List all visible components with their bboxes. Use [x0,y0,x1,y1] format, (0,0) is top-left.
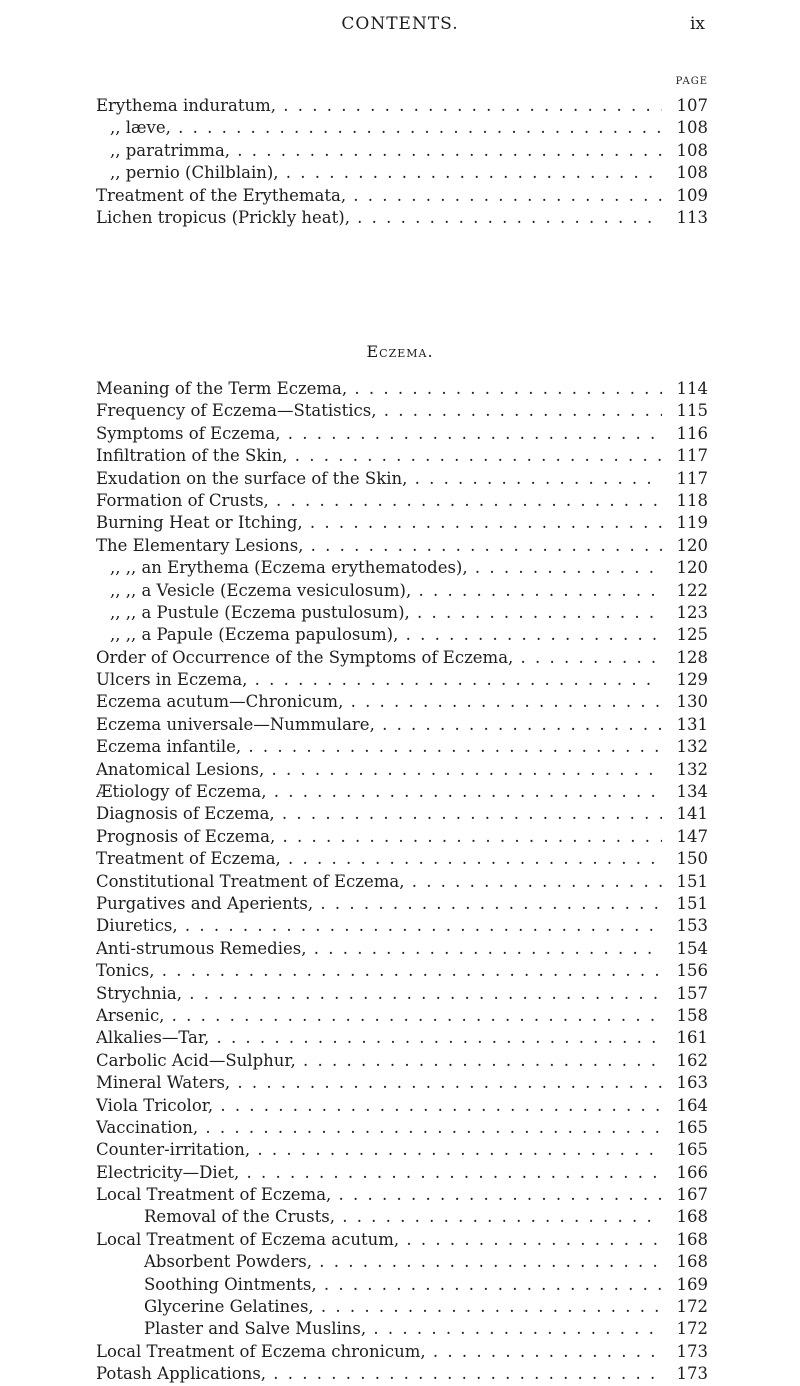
toc-list-erythema [96,95,708,229]
toc-entry-label: Arsenic, . . [96,1005,662,1027]
toc-entry-page: 157 [676,983,708,1003]
toc-entry-page: 153 [676,916,708,936]
toc-entry-label: Ætiology of Eczema, . . [96,781,662,803]
toc-entry-page: 108 [676,118,708,138]
toc-entry-page: 165 [676,1140,708,1160]
running-title: CONTENTS. [341,14,459,34]
page-column-label: PAGE [675,76,708,87]
toc-entry-page: 117 [676,446,708,466]
toc-entry-page: 147 [676,826,708,846]
toc-entry [96,691,708,713]
toc-entry-label: The Elementary Lesions, . . [96,535,662,557]
toc-entry-label: Eczema acutum—Chronicum, . . [96,691,662,713]
toc-entry-label: Diuretics, . . [96,915,662,937]
toc-entry [96,1005,708,1027]
toc-entry-label: Formation of Crusts, . . [96,490,662,512]
toc-entry-page: 114 [676,379,708,398]
toc-entry-label: Absorbent Powders, . . [96,1251,662,1273]
toc-entry [96,736,708,758]
toc-entry-label: Carbolic Acid—Sulphur, . . [96,1050,662,1072]
section-heading: Eczema. [366,342,434,361]
toc-entry-page: 154 [676,938,708,958]
toc-entry [96,938,708,960]
toc-entry [96,714,708,736]
toc-entry-page: 150 [676,849,708,869]
toc-entry-page: 158 [676,1005,708,1025]
toc-entry-page: 168 [676,1229,708,1249]
toc-entry-page: 108 [676,163,708,183]
toc-entry [96,983,708,1005]
toc-entry-label: Counter-irritation, . . [96,1139,662,1161]
toc-entry [96,1184,708,1206]
toc-entry-label: Order of Occurrence of the Symptoms of Eczema, . . [96,647,662,669]
toc-entry [96,602,708,624]
toc-entry-label: Viola Tricolor, . . [96,1095,662,1117]
toc-entry [96,915,708,937]
toc-entry [96,117,708,139]
toc-entry [96,140,708,162]
toc-entry [96,580,708,602]
toc-entry [96,512,708,534]
toc-entry-label: Treatment of the Erythemata, . . [96,185,662,207]
toc-entry-label: Ulcers in Eczema, . . [96,669,662,691]
toc-entry [96,400,708,422]
toc-entry-label: Symptoms of Eczema, . . [96,423,662,445]
toc-entry [96,960,708,982]
toc-entry-page: 113 [676,207,708,227]
toc-entry-page: 123 [676,602,708,622]
toc-entry-label: Vaccination, . . [96,1117,662,1139]
toc-entry-label: Eczema infantile, . . [96,736,662,758]
toc-entry-page: 161 [676,1028,708,1048]
toc-entry-page: 132 [676,759,708,779]
toc-entry-label: Alkalies—Tar, . . [96,1027,662,1049]
toc-entry-label: Frequency of Eczema—Statistics, . . [96,400,662,422]
toc-entry [96,1274,708,1296]
toc-entry-page: 168 [676,1252,708,1272]
toc-entry-label: Local Treatment of Eczema acutum, . . [96,1229,662,1251]
toc-entry-page: 109 [676,185,708,205]
toc-entry [96,1341,708,1363]
toc-entry-label: Plaster and Salve Muslins, . . [96,1318,662,1340]
toc-entry [96,781,708,803]
toc-entry [96,1162,708,1184]
toc-entry [96,423,708,445]
toc-entry-label: ,, ,, a Papule (Eczema papulosum), . . [96,624,662,646]
toc-entry-page: 168 [676,1207,708,1227]
toc-entry [96,535,708,557]
toc-entry [96,1072,708,1094]
toc-entry [96,871,708,893]
toc-entry [96,1363,708,1385]
toc-entry-label: Lichen tropicus (Prickly heat), . . [96,207,662,229]
toc-entry-page: 173 [676,1364,708,1384]
toc-entry-label: ,, pernio (Chilblain), . . [96,162,662,184]
toc-entry-label: Exudation on the surface of the Skin, . . [96,468,662,490]
toc-entry-label: ,, læve, . . [96,117,662,139]
toc-entry [96,468,708,490]
toc-entry-label: Meaning of the Term Eczema, . . [96,378,662,400]
toc-entry [96,162,708,184]
toc-entry-label: ,, paratrimma, . . [96,140,662,162]
toc-entry-page: 164 [676,1095,708,1115]
toc-entry-page: 169 [676,1274,708,1294]
toc-entry [96,848,708,870]
toc-entry-label: Erythema induratum, . . [96,95,662,117]
toc-entry-page: 134 [676,782,708,802]
toc-entry [96,557,708,579]
toc-entry-page: 151 [676,871,708,891]
toc-entry-page: 107 [676,96,708,115]
toc-entry-page: 125 [676,625,708,645]
toc-entry [96,893,708,915]
toc-entry [96,1251,708,1273]
toc-entry-label: Purgatives and Aperients, . . [96,893,662,915]
toc-entry [96,1050,708,1072]
toc-entry-page: 129 [676,670,708,690]
toc-entry-page: 172 [676,1319,708,1339]
toc-entry-label: Mineral Waters, . . [96,1072,662,1094]
toc-entry-page: 165 [676,1117,708,1137]
toc-entry [96,207,708,229]
toc-entry-page: 119 [676,513,708,533]
toc-entry-page: 128 [676,647,708,667]
toc-entry-label: Eczema universale—Nummulare, . . [96,714,662,736]
toc-entry [96,1206,708,1228]
toc-entry [96,1296,708,1318]
toc-entry-page: 131 [676,714,708,734]
toc-entry-label: Strychnia, . . [96,983,662,1005]
toc-entry-label: Removal of the Crusts, . . [96,1206,662,1228]
toc-entry [96,1027,708,1049]
toc-entry-label: Soothing Ointments, . . [96,1274,662,1296]
toc-entry-label: ,, ,, an Erythema (Eczema erythematodes), . . [96,557,662,579]
toc-entry-page: 167 [676,1185,708,1205]
toc-entry [96,1095,708,1117]
toc-entry [96,378,708,400]
toc-entry-label: Glycerine Gelatines, . . [96,1296,662,1318]
toc-entry-page: 120 [676,535,708,555]
toc-entry-label: Local Treatment of Eczema chronicum, . . [96,1341,662,1363]
toc-entry [96,1229,708,1251]
toc-list-eczema [96,378,708,1386]
toc-entry-page: 141 [676,804,708,824]
toc-entry-label: Infiltration of the Skin, . . [96,445,662,467]
toc-entry [96,669,708,691]
toc-entry-label: Prognosis of Eczema, . . [96,826,662,848]
toc-entry [96,490,708,512]
toc-entry-label: Potash Applications, . . [96,1363,662,1385]
toc-entry [96,185,708,207]
toc-entry [96,826,708,848]
toc-entry [96,1117,708,1139]
page-number: ix [689,14,705,34]
toc-entry-page: 163 [676,1073,708,1093]
toc-entry [96,624,708,646]
page-header [0,8,800,40]
toc-entry [96,1139,708,1161]
toc-entry-page: 108 [676,140,708,160]
toc-entry-label: Burning Heat or Itching, . . [96,512,662,534]
toc-entry [96,445,708,467]
toc-entry-page: 166 [676,1162,708,1182]
toc-entry [96,95,708,117]
toc-entry-page: 173 [676,1341,708,1361]
toc-entry-page: 132 [676,737,708,757]
toc-entry-page: 151 [676,893,708,913]
toc-entry [96,759,708,781]
toc-entry-page: 117 [676,468,708,488]
toc-entry [96,647,708,669]
toc-entry-page: 115 [676,401,708,421]
toc-entry-label: Treatment of Eczema, . . [96,848,662,870]
toc-entry-label: Anatomical Lesions, . . [96,759,662,781]
toc-entry-label: Tonics, . . [96,960,662,982]
toc-entry-page: 120 [676,558,708,578]
toc-entry-page: 116 [676,423,708,443]
toc-entry-label: Anti-strumous Remedies, . . [96,938,662,960]
toc-entry [96,803,708,825]
toc-entry-label: Electricity—Diet, . . [96,1162,662,1184]
toc-entry-label: ,, ,, a Vesicle (Eczema vesiculosum), . . [96,580,662,602]
toc-entry-page: 156 [676,961,708,981]
toc-entry-page: 172 [676,1297,708,1317]
toc-entry-page: 118 [676,490,708,510]
toc-entry-label: ,, ,, a Pustule (Eczema pustulosum), . . [96,602,662,624]
toc-entry-label: Constitutional Treatment of Eczema, . . [96,871,662,893]
toc-entry-label: Local Treatment of Eczema, . . [96,1184,662,1206]
toc-entry-page: 130 [676,692,708,712]
toc-entry-page: 122 [676,580,708,600]
toc-entry-page: 162 [676,1050,708,1070]
toc-entry-label: Diagnosis of Eczema, . . [96,803,662,825]
toc-entry [96,1318,708,1340]
